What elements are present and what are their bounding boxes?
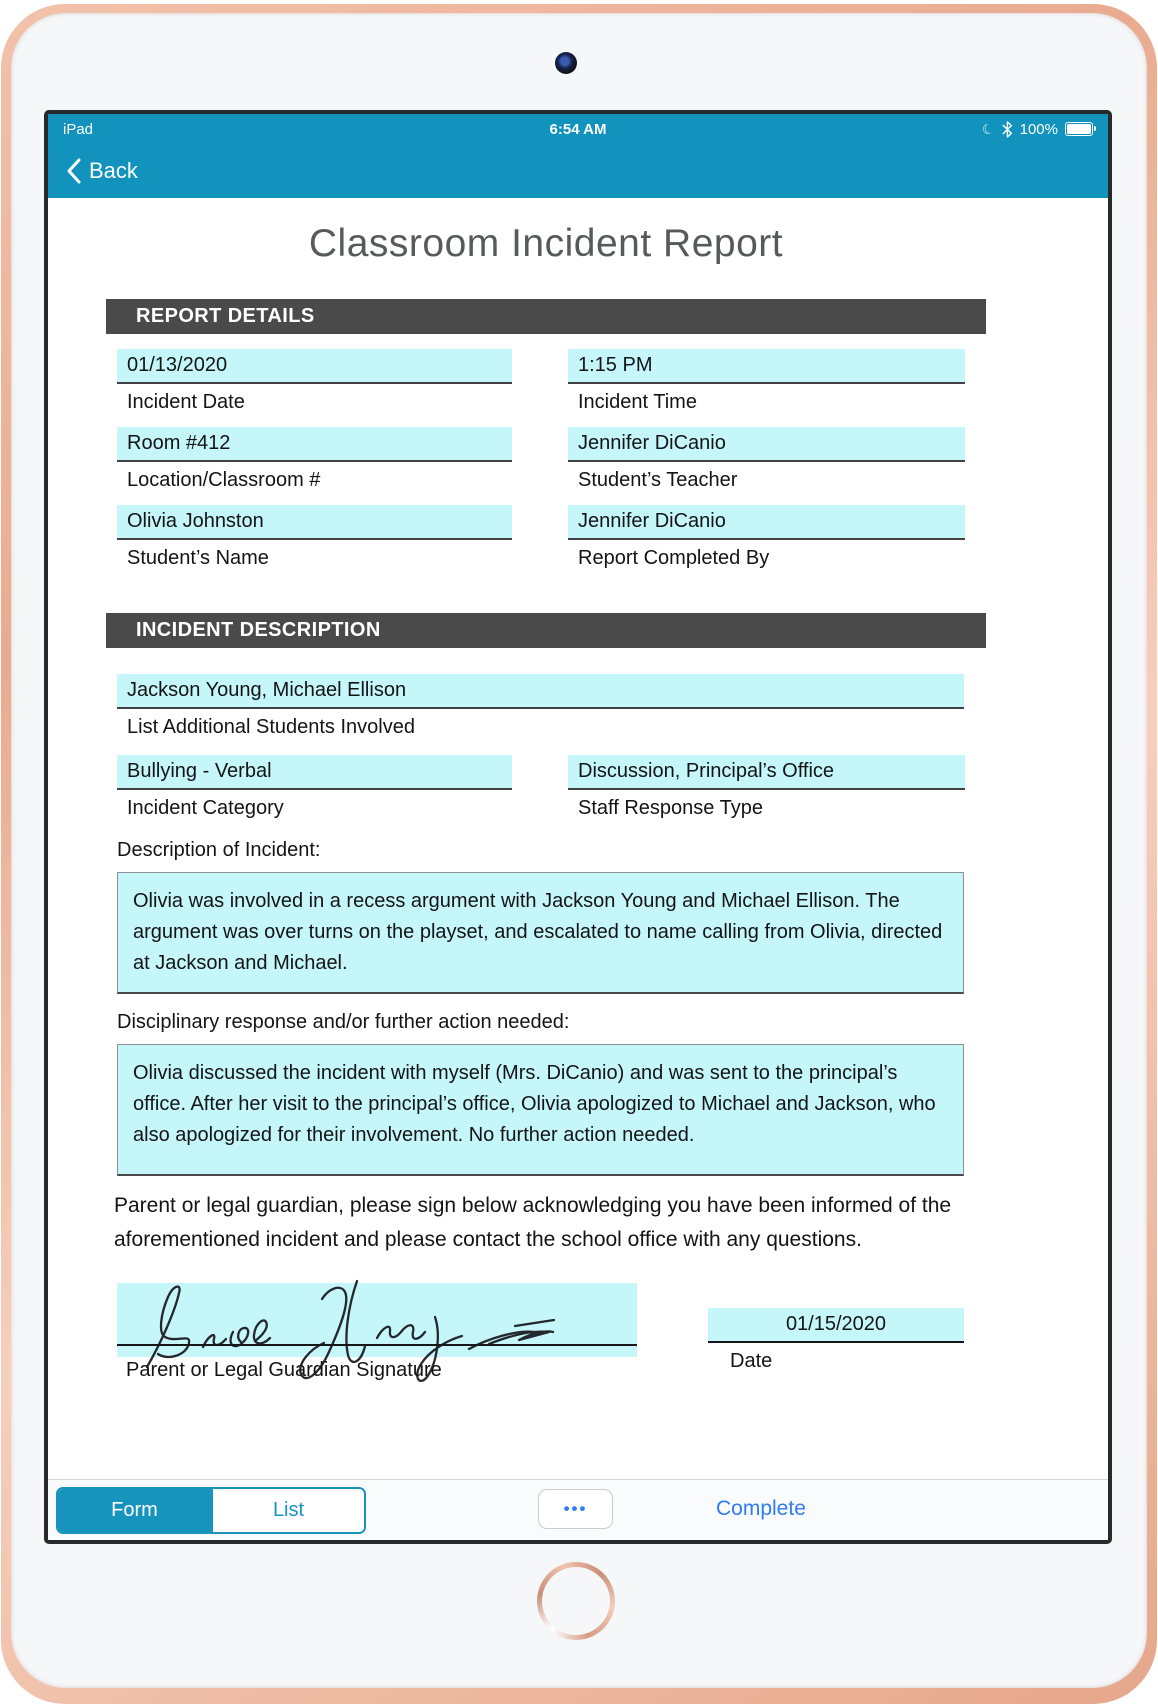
chevron-left-icon [66, 158, 81, 184]
student-name-label: Student’s Name [127, 547, 269, 569]
page-title: Classroom Incident Report [308, 222, 784, 265]
description-label: Description of Incident: [117, 839, 321, 861]
teacher-input[interactable]: Jennifer DiCanio [568, 427, 965, 462]
disciplinary-textarea[interactable]: Olivia discussed the incident with myself (Mrs. DiCanio) and was sent to the principal’s office. After her visit to the principal’s office, Olivia apologized to Michael and Jackson, who also apologized for their involvement. No further action needed. [117, 1044, 964, 1176]
front-camera-icon [555, 52, 577, 74]
disciplinary-label: Disciplinary response and/or further action needed: [117, 1011, 570, 1033]
field-incident-date [117, 349, 512, 414]
student-name-input[interactable]: Olivia Johnston [117, 505, 512, 540]
nav-bar [48, 144, 1108, 198]
more-options-button[interactable] [538, 1489, 613, 1529]
location-label: Location/Classroom # [127, 469, 321, 491]
incident-time-input[interactable]: 1:15 PM [568, 349, 965, 384]
back-button[interactable] [60, 157, 144, 185]
section-header-incident-description: INCIDENT DESCRIPTION [106, 613, 986, 648]
incident-time-label: Incident Time [578, 391, 697, 413]
tab-list[interactable]: List [211, 1489, 364, 1532]
back-label: Back [89, 158, 138, 183]
screen [44, 110, 1112, 1544]
incident-category-label: Incident Category [127, 797, 284, 819]
completed-by-label: Report Completed By [578, 547, 770, 569]
field-incident-time [568, 349, 965, 414]
form-content [48, 198, 1108, 1540]
incident-category-input[interactable]: Bullying - Verbal [117, 755, 512, 790]
tab-form[interactable]: Form [58, 1489, 211, 1532]
signature-field[interactable] [117, 1283, 637, 1382]
home-button[interactable] [537, 1562, 615, 1640]
field-location [117, 427, 512, 492]
incident-date-label: Incident Date [127, 391, 245, 413]
response-type-label: Staff Response Type [578, 797, 763, 819]
ipad-frame [1, 4, 1157, 1704]
signature-row [117, 1283, 964, 1382]
ellipsis-icon: ••• [563, 1499, 588, 1518]
field-additional-students [117, 674, 964, 739]
battery-percent: 100% [1019, 120, 1058, 138]
teacher-label: Student’s Teacher [578, 469, 738, 491]
completed-by-input[interactable]: Jennifer DiCanio [568, 505, 965, 540]
incident-date-input[interactable]: 01/13/2020 [117, 349, 512, 384]
description-textarea[interactable]: Olivia was involved in a recess argument with Jackson Young and Michael Ellison. The argument was over turns on the playset, and escalated to name calling from Olivia, directed at Jackson and Michael. [117, 872, 964, 994]
guardian-instructions: Parent or legal guardian, please sign below acknowledging you have been informed of the aforementioned incident and please contact the school office with any questions. [114, 1194, 952, 1251]
do-not-disturb-moon-icon: ☾ [979, 118, 997, 139]
date-field [708, 1308, 964, 1382]
field-completed-by [568, 505, 965, 570]
complete-button[interactable]: Complete [710, 1480, 812, 1538]
date-label: Date [730, 1350, 773, 1372]
additional-students-input[interactable]: Jackson Young, Michael Ellison [117, 674, 964, 709]
category-row [117, 755, 986, 820]
field-teacher [568, 427, 965, 492]
location-input[interactable]: Room #412 [117, 427, 512, 462]
report-details-grid [117, 349, 986, 570]
clock: 6:54 AM [549, 120, 607, 138]
signature-line [117, 1344, 637, 1346]
field-student-name [117, 505, 512, 570]
additional-students-label: List Additional Students Involved [127, 716, 415, 738]
device-label: iPad [63, 120, 94, 138]
status-bar [48, 114, 1108, 144]
battery-icon [1065, 122, 1093, 136]
bluetooth-icon [1002, 121, 1013, 138]
section-header-report-details: REPORT DETAILS [106, 299, 986, 334]
home-button-inner [542, 1567, 610, 1635]
signature-label: Parent or Legal Guardian Signature [126, 1359, 442, 1381]
date-input[interactable]: 01/15/2020 [708, 1308, 964, 1343]
bottom-toolbar [48, 1479, 1108, 1540]
view-segmented-control [56, 1487, 366, 1534]
field-response-type [568, 755, 965, 820]
field-incident-category [117, 755, 512, 820]
signature-capture-box[interactable] [117, 1283, 637, 1357]
response-type-input[interactable]: Discussion, Principal’s Office [568, 755, 965, 790]
